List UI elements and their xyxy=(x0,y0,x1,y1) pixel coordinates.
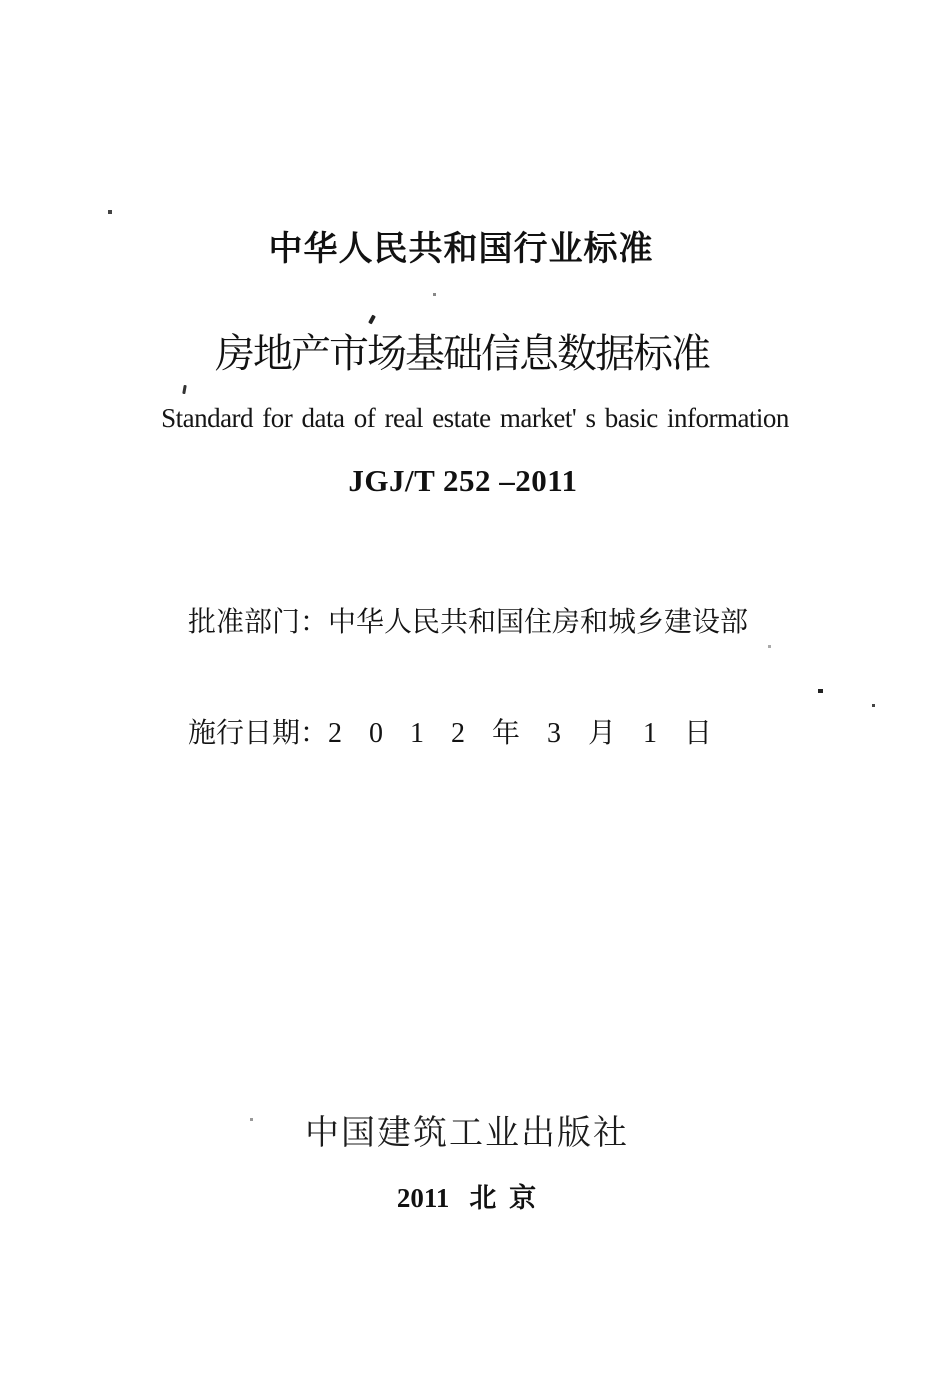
imprint-year: 2011 xyxy=(396,1183,450,1213)
approval-department-value: 中华人民共和国住房和城乡建设部 xyxy=(328,607,749,638)
approval-department-line xyxy=(188,604,748,641)
document-title-en: Standard for data of real estate market' s basic information xyxy=(161,403,789,433)
scan-speck xyxy=(818,689,823,693)
publisher-name: 中国建筑工业出版社 xyxy=(305,1115,629,1152)
scan-speck xyxy=(182,385,187,394)
standard-number: JGJ/T 252 –2011 xyxy=(348,463,578,498)
scan-speck xyxy=(433,293,436,296)
standard-category-heading: 中华人民共和国行业标准 xyxy=(268,230,654,268)
scan-speck xyxy=(768,645,771,648)
approval-info-block xyxy=(188,530,748,826)
scan-speck xyxy=(108,210,112,214)
implementation-date-label: 施行日期： xyxy=(187,718,328,749)
document-title-zh: 房地产市场基础信息数据标准 xyxy=(215,331,709,376)
imprint-line xyxy=(0,1176,943,1215)
implementation-date-line xyxy=(188,715,748,752)
scan-speck xyxy=(872,704,875,707)
imprint-city: 北 京 xyxy=(469,1183,540,1213)
approval-department-label: 批准部门： xyxy=(187,607,328,638)
scan-speck xyxy=(250,1118,253,1121)
implementation-date-value: 2 0 1 2 年 3 月 1 日 xyxy=(328,718,723,749)
